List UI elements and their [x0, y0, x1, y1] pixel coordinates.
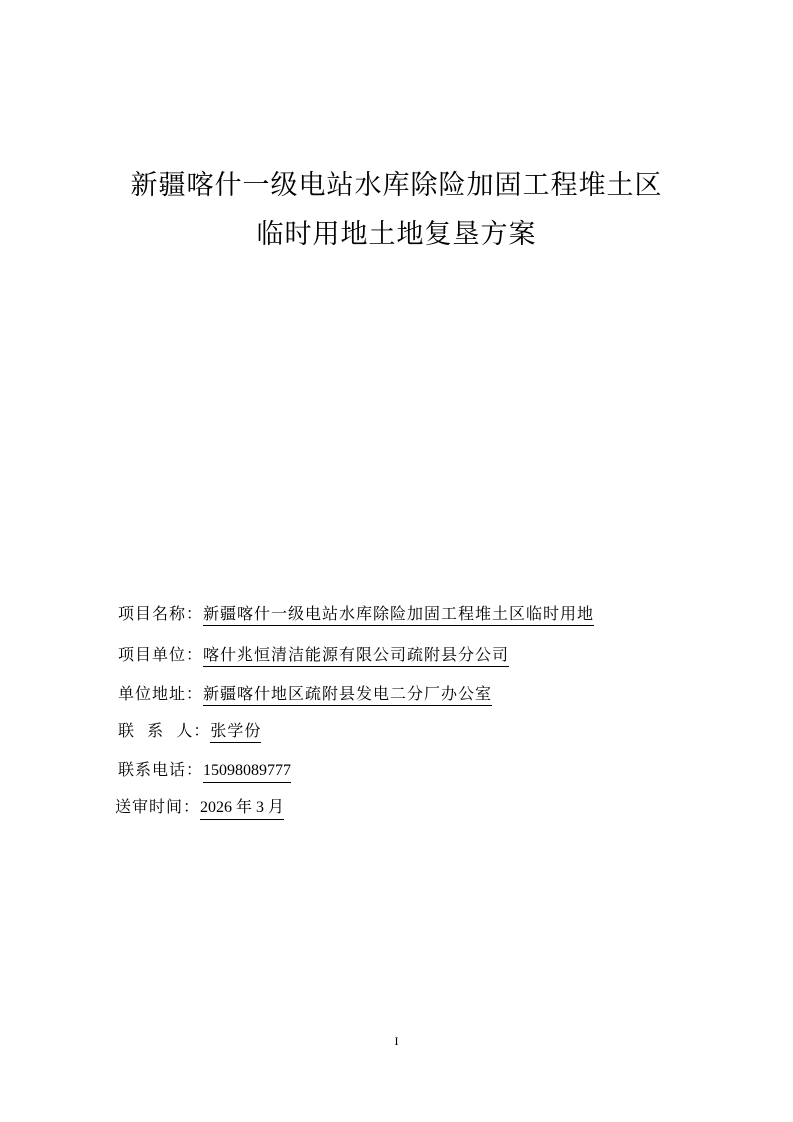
project-name-label: 项目名称： — [118, 604, 204, 623]
project-unit-label: 项目单位： — [118, 645, 204, 664]
document-title-line-1: 新疆喀什一级电站水库除险加固工程堆土区 — [130, 170, 663, 201]
submission-date-row — [115, 797, 284, 820]
document-title-line-2: 临时用地土地复垦方案 — [256, 219, 537, 250]
contact-phone-label: 联系电话： — [118, 760, 204, 779]
contact-person-label: 联 系 人： — [118, 721, 211, 740]
unit-address-label: 单位地址： — [118, 684, 204, 703]
project-name-value: 新疆喀什一级电站水库除险加固工程堆土区临时用地 — [203, 604, 594, 626]
unit-address-row — [118, 684, 492, 706]
submission-date-value: 2026 年 3 月 — [200, 798, 284, 820]
page-number: I — [394, 1034, 399, 1048]
submission-date-label: 送审时间： — [115, 797, 201, 816]
unit-address-value: 新疆喀什地区疏附县发电二分厂办公室 — [203, 684, 492, 706]
contact-phone-row — [118, 760, 291, 783]
contact-person-value: 张学份 — [210, 721, 261, 743]
project-unit-value: 喀什兆恒清洁能源有限公司疏附县分公司 — [203, 645, 509, 667]
contact-phone-value: 15098089777 — [203, 761, 291, 783]
project-name-row — [118, 604, 594, 626]
project-unit-row — [118, 645, 509, 667]
contact-person-row — [118, 721, 261, 743]
